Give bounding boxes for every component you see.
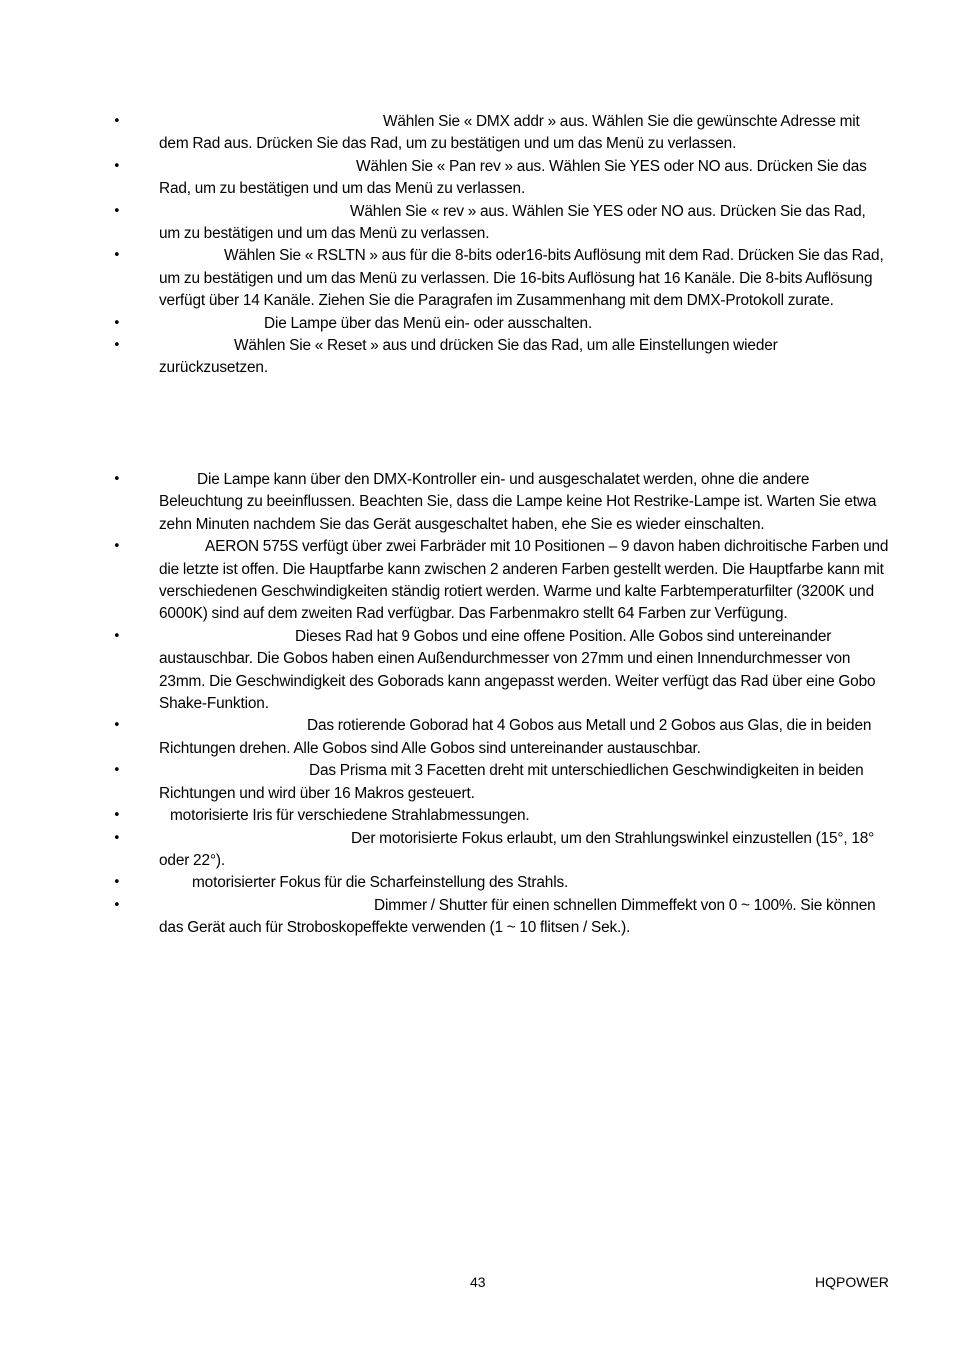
bullet-icon: • <box>113 114 121 129</box>
bullet-icon: • <box>113 338 121 354</box>
features-bullet-list <box>0 469 954 940</box>
list-item <box>0 245 954 312</box>
list-item-text: Das rotierende Goborad hat 4 Gobos aus Metall und 2 Gobos aus Glas, die in beiden Richtungen drehen. Alle Gobos sind Alle Gobos sind untereinander austauschbar. <box>159 717 872 757</box>
bullet-icon: • <box>113 315 121 331</box>
bullet-icon: • <box>113 248 121 264</box>
bullet-icon: • <box>113 897 121 913</box>
footer-brand: HQPOWER <box>815 1274 889 1290</box>
list-item <box>0 895 954 940</box>
list-item <box>0 828 954 873</box>
bullet-icon: • <box>113 830 121 846</box>
settings-bullet-list <box>0 111 954 380</box>
list-item <box>0 872 954 894</box>
list-item <box>0 469 954 536</box>
list-item-text: Wählen Sie « Pan rev » aus. Wählen Sie YES oder NO aus. Drücken Sie das Rad, um zu bestätigen und um das Menü zu verlassen. <box>159 157 867 198</box>
list-item <box>0 715 954 760</box>
list-item-text: Wählen Sie « RSLTN » aus für die 8-bits oder16-bits Auflösung mit dem Rad. Drücken Sie das Rad, um zu bestätigen und um das Menü zu verlassen. Die 16-bits Auflösung hat 16 Kanäle. Die 8-bits Auflösung verfügt über 14 Kanäle. Ziehen Sie die Paragrafen im Zusammenhang mit dem DMX-Protokoll zurate. <box>159 247 884 310</box>
bullet-icon: • <box>113 763 121 779</box>
page-number: 43 <box>470 1274 486 1290</box>
bullet-icon: • <box>113 203 121 219</box>
list-item-text: Wählen Sie « DMX addr » aus. Wählen Sie die gewünschte Adresse mit dem Rad aus. Drücken Sie das Rad, um zu bestätigen und um das Menü zu verlassen. <box>159 113 860 153</box>
list-item-text: AERON 575S verfügt über zwei Farbräder mit 10 Positionen – 9 davon haben dichroitische Farben und die letzte ist offen. Die Hauptfarbe kann zwischen 2 anderen Farben gestellt werden. Die Hauptfarbe kann mit verschiedenen Geschwindigkeiten ständig rotiert werden. Warme und kalte Farbtemperaturfilter (3200K und 6000K) sind auf dem zweiten Rad verfügbar. Das Farbenmakro stellt 64 Farben zur Verfügung. <box>159 538 889 623</box>
list-item-text: Wählen Sie « rev » aus. Wählen Sie YES oder NO aus. Drücken Sie das Rad, um zu bestätigen und um das Menü zu verlassen. <box>159 202 866 243</box>
list-item-text: Der motorisierte Fokus erlaubt, um den Strahlungswinkel einzustellen (15°, 18° oder 22°). <box>159 829 875 869</box>
list-item <box>0 313 954 335</box>
list-item-text: Das Prisma mit 3 Facetten dreht mit unterschiedlichen Geschwindigkeiten in beiden Richtungen und wird über 16 Makros gesteuert. <box>159 762 864 802</box>
list-item <box>0 760 954 805</box>
bullet-icon: • <box>113 808 121 824</box>
bullet-icon: • <box>113 539 121 555</box>
list-item-text: Dieses Rad hat 9 Gobos und eine offene Position. Alle Gobos sind untereinander austauschbar. Die Gobos haben einen Außendurchmesser von 27mm und einen Innendurchmesser von 23mm. Die Geschwindigkeit des Goborads kann angepasst werden. Weiter verfügt das Rad über eine Gobo Shake-Funktion. <box>159 627 876 713</box>
bullet-icon: • <box>113 158 121 174</box>
bullet-icon: • <box>113 875 121 891</box>
list-item-text: Dimmer / Shutter für einen schnellen Dimmeffekt von 0 ~ 100%. Sie können das Gerät auch für Stroboskopeffekte verwenden (1 ~ 10 flitsen / Sek.). <box>159 896 876 937</box>
list-item <box>0 626 954 716</box>
list-item <box>0 111 954 156</box>
list-item-text: motorisierte Iris für verschiedene Strahlabmessungen. <box>170 807 530 825</box>
bullet-icon: • <box>113 472 121 487</box>
bullet-icon: • <box>113 718 121 734</box>
list-item-text: Wählen Sie « Reset » aus und drücken Sie das Rad, um alle Einstellungen wieder zurückzusetzen. <box>159 337 778 377</box>
list-item <box>0 335 954 380</box>
list-item <box>0 156 954 201</box>
bullet-icon: • <box>113 628 121 644</box>
list-item <box>0 201 954 246</box>
list-item-text: Die Lampe kann über den DMX-Kontroller ein- und ausgeschalatet werden, ohne die andere Beleuchtung zu beeinflussen. Beachten Sie, dass die Lampe keine Hot Restrike-Lampe ist. Warten Sie etwa zehn Minuten nachdem Sie das Gerät ausgeschaltet haben, ehe Sie es wieder einschalten. <box>159 471 877 533</box>
list-item <box>0 536 954 626</box>
list-item-text: motorisierter Fokus für die Scharfeinstellung des Strahls. <box>192 874 569 892</box>
list-item-text: Die Lampe über das Menü ein- oder ausschalten. <box>264 314 593 332</box>
list-item <box>0 805 954 827</box>
